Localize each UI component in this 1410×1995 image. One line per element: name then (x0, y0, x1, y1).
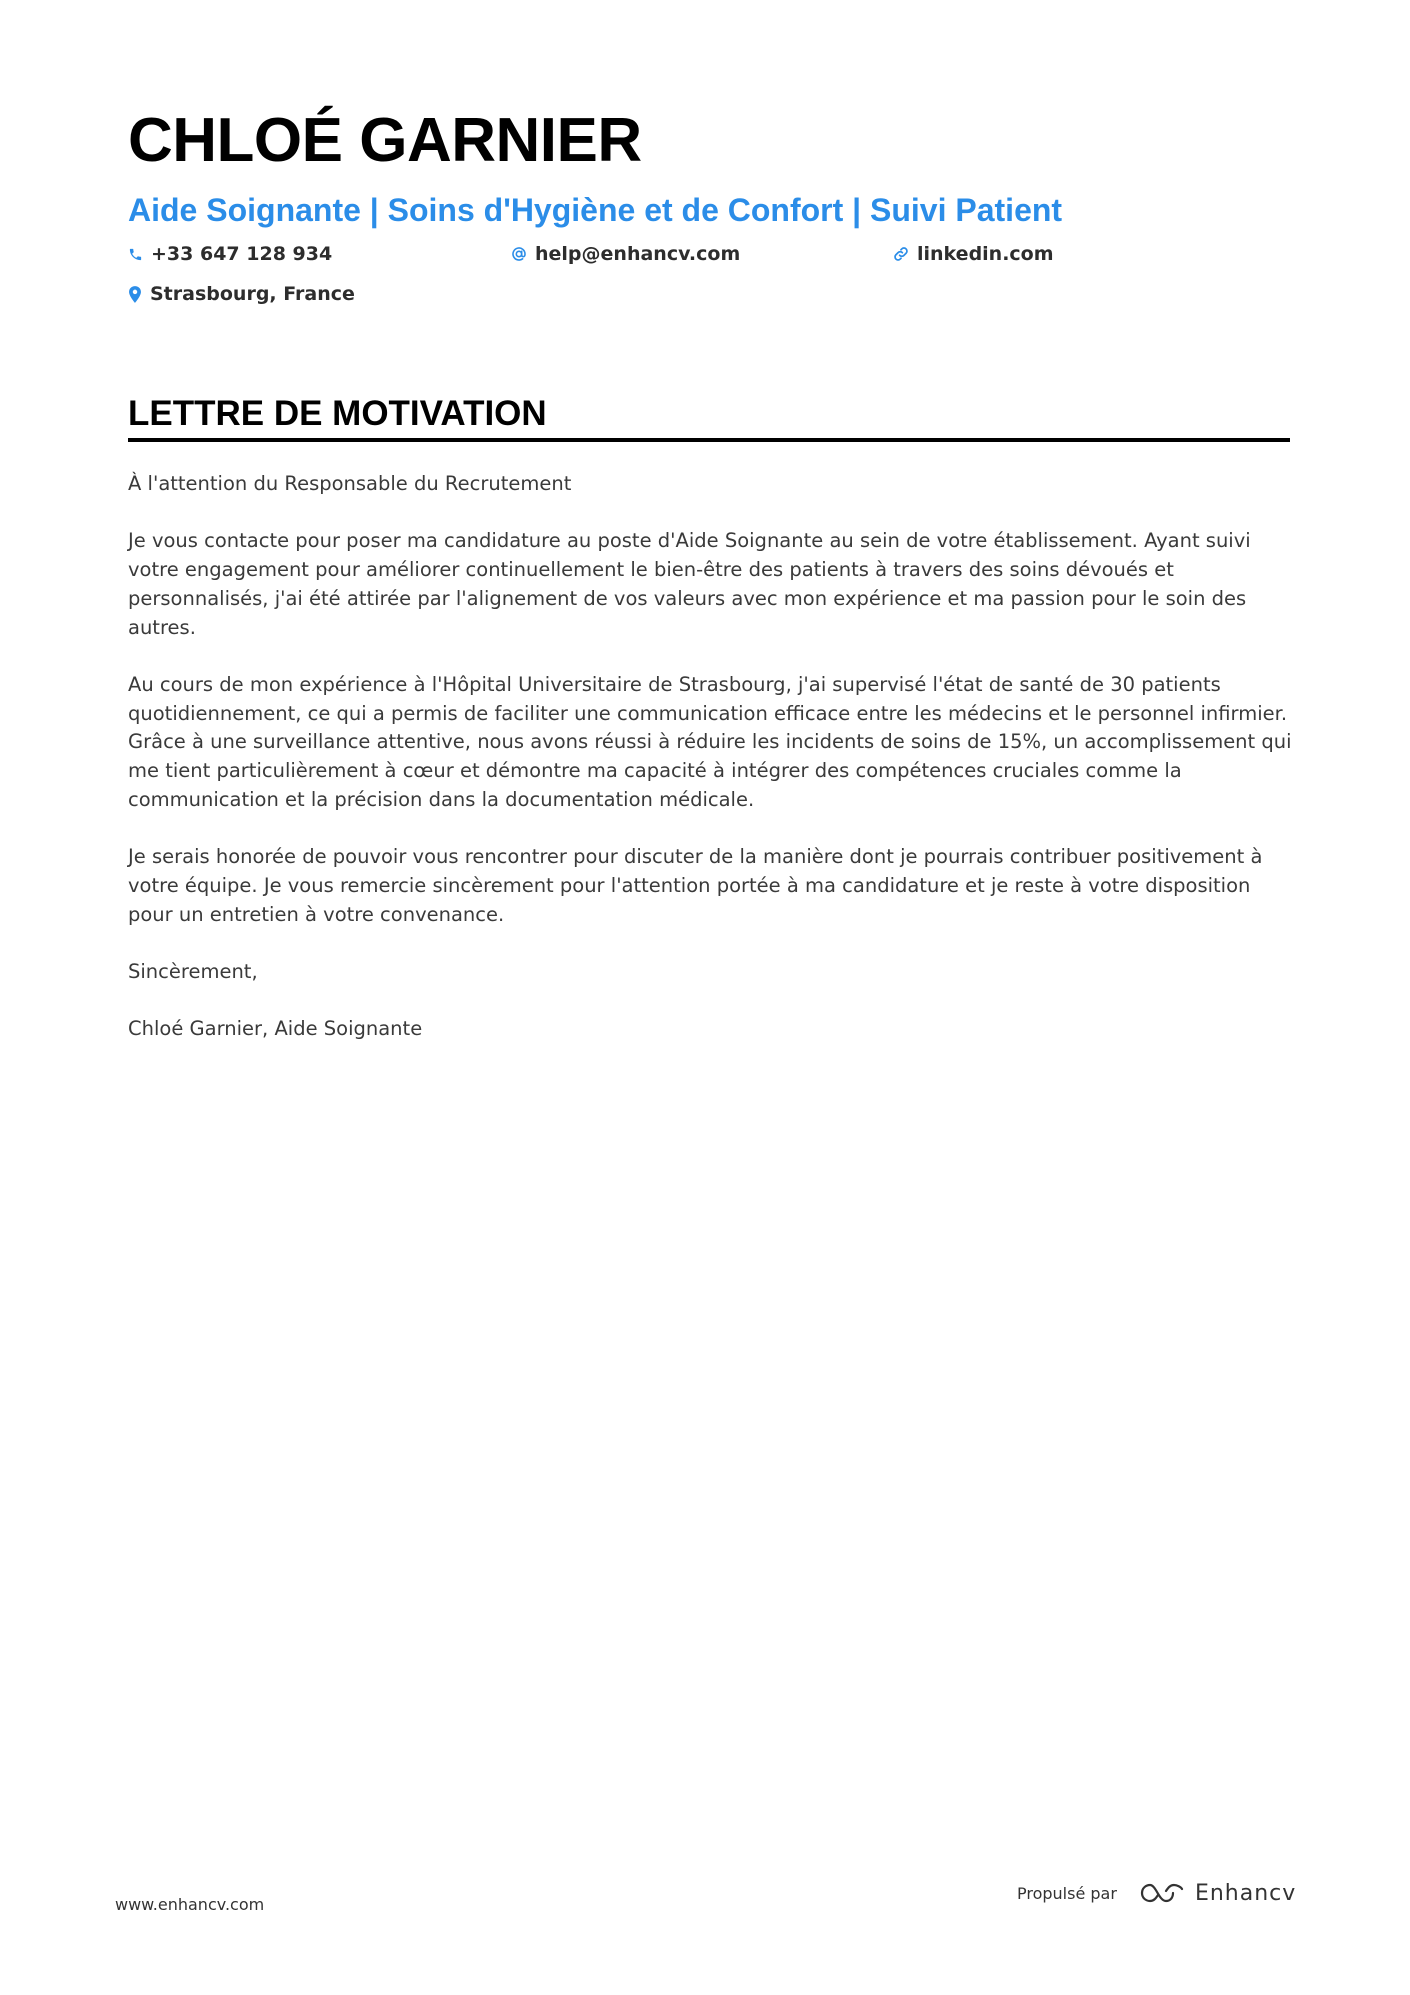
contact-phone-text: +33 647 128 934 (151, 243, 333, 265)
enhancv-logo-icon (1139, 1880, 1185, 1906)
letter-paragraph: Au cours de mon expérience à l'Hôpital Universitaire de Strasbourg, j'ai supervisé l'état de santé de 30 patients quotidiennement, ce qui a permis de faciliter une communication efficace entre les médecins et le personnel infirmier. Grâce à une surveillance attentive, nous avons réussi à réduire les incidents de soins de 15%, un accomplissement qui me tient particulièrement à cœur et démontre ma capacité à intégrer des compétences cruciales comme la communication et la précision dans la documentation médicale. (128, 672, 1292, 811)
section-divider (128, 438, 1290, 442)
contact-email-text: help@enhancv.com (535, 243, 741, 265)
contact-location (128, 283, 355, 305)
footer-website[interactable]: www.enhancv.com (115, 1895, 265, 1914)
link-icon (893, 246, 909, 262)
powered-by-label: Propulsé par (1017, 1883, 1117, 1903)
letter-paragraph: Je vous contacte pour poser ma candidature au poste d'Aide Soignante au sein de votre établissement. Ayant suivi votre engagement pour améliorer continuellement le bien-être des patients à travers des soins dévoués et personnalisés, j'ai été attirée par l'alignement de vos valeurs avec mon expérience et ma passion pour le soin des autres. (128, 529, 1251, 639)
letter-salutation: À l'attention du Responsable du Recrutement (128, 472, 572, 495)
brand-name: Enhancv (1194, 1880, 1297, 1906)
contact-email[interactable] (511, 243, 740, 265)
contact-phone[interactable] (128, 243, 332, 265)
candidate-headline: Aide Soignante | Soins d'Hygiène et de Confort | Suivi Patient (128, 192, 1063, 228)
footer-branding[interactable] (1017, 1880, 1296, 1906)
map-pin-icon (128, 286, 142, 303)
letter-closing: Sincèrement, (128, 959, 258, 983)
contact-location-text: Strasbourg, France (150, 283, 355, 305)
candidate-name: CHLOÉ GARNIER (128, 106, 642, 175)
letter-signature: Chloé Garnier, Aide Soignante (128, 1017, 423, 1041)
letter-body (128, 470, 1293, 1073)
contact-linkedin-text: linkedin.com (917, 243, 1054, 265)
phone-icon (128, 247, 143, 262)
section-title: LETTRE DE MOTIVATION (128, 394, 547, 433)
contact-linkedin[interactable] (893, 243, 1054, 265)
at-icon (511, 246, 527, 262)
letter-paragraph: Je serais honorée de pouvoir vous rencontrer pour discuter de la manière dont je pourrais contribuer positivement à votre équipe. Je vous remercie sincèrement pour l'attention portée à ma candidature et je reste à votre disposition pour un entretien à votre convenance. (128, 845, 1263, 926)
